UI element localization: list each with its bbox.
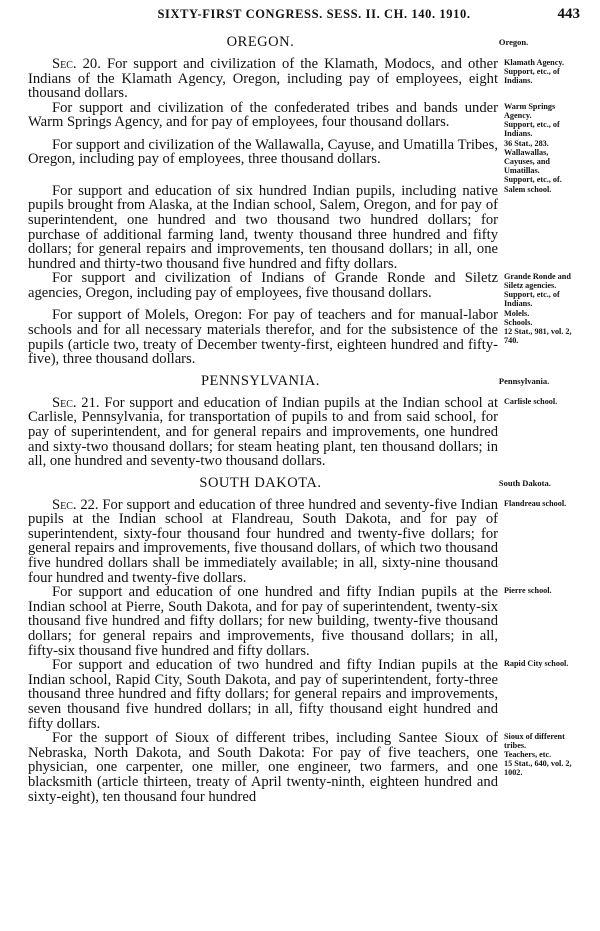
paragraph: [28, 101, 498, 130]
section-1: [28, 373, 580, 469]
margin-note-line: Warm Springs Agency.: [504, 101, 556, 120]
margin-note: [498, 184, 580, 194]
margin-note-line: 12 Stat., 981, vol. 2, 740.: [504, 327, 572, 346]
margin-note: [498, 57, 580, 85]
margin-note-line: Pierre school.: [504, 586, 552, 596]
running-header: [28, 6, 580, 28]
paragraph-text: For support and civilization of Indians of Grande Ronde and Siletz agencies, Oregon, including pay of employees, five thousand dollars.: [28, 270, 498, 301]
paragraph: [28, 57, 498, 101]
paragraph-row: [28, 57, 580, 101]
margin-note-line: Support, etc., of Indians.: [504, 290, 560, 309]
state-heading: SOUTH DAKOTA.: [199, 474, 322, 491]
section-number: Sec. 21.: [52, 394, 100, 411]
paragraph: [28, 184, 498, 272]
page-number: 443: [557, 6, 580, 22]
paragraph-row: [28, 731, 580, 804]
margin-note-line: Support, etc., of Indians.: [504, 119, 560, 138]
paragraph-text: For support of Molels, Oregon: For pay of teachers and for manual-labor schools and for all necessary materials therefor, and for the subsistence of the pupils (article two, treaty of December twenty-first, eighteen hundred and fifty-five), three thousand dollars.: [28, 307, 498, 368]
paragraph: [28, 498, 498, 586]
paragraph-row: [28, 658, 580, 731]
paragraph: [28, 138, 498, 167]
paragraph-row: [28, 498, 580, 586]
paragraph: [28, 396, 498, 469]
state-margin-note: Oregon.: [498, 37, 529, 47]
margin-note-line: Carlisle school.: [504, 396, 558, 406]
section-number: Sec. 22.: [52, 496, 99, 513]
margin-note: [498, 731, 580, 777]
state-heading: OREGON.: [226, 34, 295, 50]
paragraph-text: For support and education of Indian pupils at the Indian school at Carlisle, Pennsylvania, for transportation of pupils to and from said school, for pay of superintendent, and for general repairs and improvements, one hundred and sixty-two thousand dollars; for steam heating plant, ten thousand dollars; in all, one hundred and seventy-two thousand dollars.: [28, 394, 498, 470]
margin-note: [498, 138, 580, 184]
paragraph: [28, 731, 498, 804]
paragraph: [28, 658, 498, 731]
margin-note: [498, 101, 580, 138]
section-0: [28, 34, 580, 367]
paragraph-row: [28, 308, 580, 366]
margin-note-line: Flandreau school.: [504, 498, 567, 508]
running-title: SIXTY-FIRST CONGRESS. SESS. II. CH. 140. 1910.: [157, 7, 471, 21]
section-number: Sec. 20.: [52, 56, 101, 72]
section-heading-row: [28, 373, 580, 390]
paragraph-text: For support and civilization of the Klamath, Modocs, and other Indians of the Klamath Agency, Oregon, including pay of employees, eight thousand dollars.: [28, 56, 499, 102]
state-margin-note: South Dakota.: [498, 477, 551, 488]
margin-note-line: Sioux of different tribes.: [504, 732, 565, 751]
margin-note-line: 15 Stat., 640, vol. 2, 1002.: [504, 759, 572, 778]
margin-note: [498, 271, 580, 308]
margin-note-line: Wallawallas, Cayuses, and Umatillas.: [504, 147, 550, 175]
paragraph-row: [28, 396, 580, 469]
paragraph: [28, 585, 498, 658]
margin-note: [498, 498, 580, 508]
paragraph-row: [28, 101, 580, 138]
margin-note-line: Schools.: [504, 318, 533, 328]
paragraph: [28, 271, 498, 300]
section-heading-row: [28, 34, 580, 51]
paragraph-text: For support and education of one hundred and fifty Indian pupils at the Indian school at Pierre, South Dakota, and for pay of superintendent, twenty-six thousand five hundred and fifty dollars; for new building, twenty-five thousand dollars; for general repairs and improvements, five thousand dollars; in all, fifty-six thousand five hundred and fifty dollars.: [28, 584, 498, 659]
margin-note-line: Grande Ronde and Siletz agencies.: [504, 272, 571, 291]
margin-note: [498, 658, 580, 668]
margin-note-line: Molels.: [504, 309, 530, 319]
paragraph-text: For support and education of six hundred Indian pupils, including native pupils brought from Alaska, at the Indian school, Salem, Oregon, and for pay of superintendent, one hundred and two thousand two hundred dollars; for purchase of additional farming land, twenty thousand three hundred and fifty dollars; for general repairs and improvements, ten thousand dollars; in all, one hundred and thirty-two thousand five hundred and fifty dollars.: [28, 182, 498, 272]
margin-note-line: Rapid City school.: [504, 659, 569, 669]
paragraph-row: [28, 184, 580, 272]
margin-note-line: Teachers, etc.: [504, 750, 552, 760]
paragraph-text: For support and civilization of the confederated tribes and bands under Warm Springs Agency, and for pay of employees, four thousand dollars.: [28, 99, 498, 131]
margin-note-line: Support, etc., of Indians.: [504, 67, 560, 85]
state-heading: PENNSYLVANIA.: [200, 372, 320, 389]
state-margin-note: Pennsylvania.: [498, 375, 550, 386]
margin-note-line: Salem school.: [504, 184, 552, 194]
margin-note: [498, 308, 580, 345]
paragraph-row: [28, 271, 580, 308]
paragraph-text: For support and education of two hundred and fifty Indian pupils at the Indian school, Rapid City, South Dakota, and pay of superintendent, forty-three thousand three hundred and fifty dollars; for general repairs and improvements, seven thousand five hundred dollars; in all, fifty thousand eight hundred and fifty dollars.: [28, 657, 498, 732]
margin-note-line: 36 Stat., 283.: [504, 138, 549, 148]
page-body: [28, 34, 580, 804]
margin-note: [498, 585, 580, 595]
margin-note-line: Support, etc., of.: [504, 174, 562, 184]
margin-note-line: Klamath Agency.: [504, 58, 565, 67]
margin-note: [498, 396, 580, 406]
paragraph-text: For support and education of three hundred and seventy-five Indian pupils at the Indian school at Flandreau, South Dakota, and for pay of superintendent, sixty-four thousand four hundred and twenty-five dollars; for general repairs and improvements, five thousand dollars, of which two thousand five hundred dollars shall be immediately available; in all, sixty-nine thousand four hundred and twenty-five dollars.: [28, 496, 499, 586]
section-2: [28, 475, 580, 804]
paragraph-text: For the support of Sioux of different tribes, including Santee Sioux of Nebraska, North Dakota, and South Dakota: For pay of five teachers, one physician, one carpenter, one miller, one engineer, two farmers, and one blacksmith (article thirteen, treaty of April twenty-ninth, eighteen hundred and sixty-eight), ten thousand four hundred: [28, 730, 498, 805]
section-heading-row: [28, 475, 580, 492]
paragraph-row: [28, 585, 580, 658]
paragraph: [28, 308, 498, 366]
paragraph-text: For support and civilization of the Wallawalla, Cayuse, and Umatilla Tribes, Oregon, including pay of employees, three thousand dollars.: [28, 136, 498, 168]
paragraph-row: [28, 138, 580, 184]
